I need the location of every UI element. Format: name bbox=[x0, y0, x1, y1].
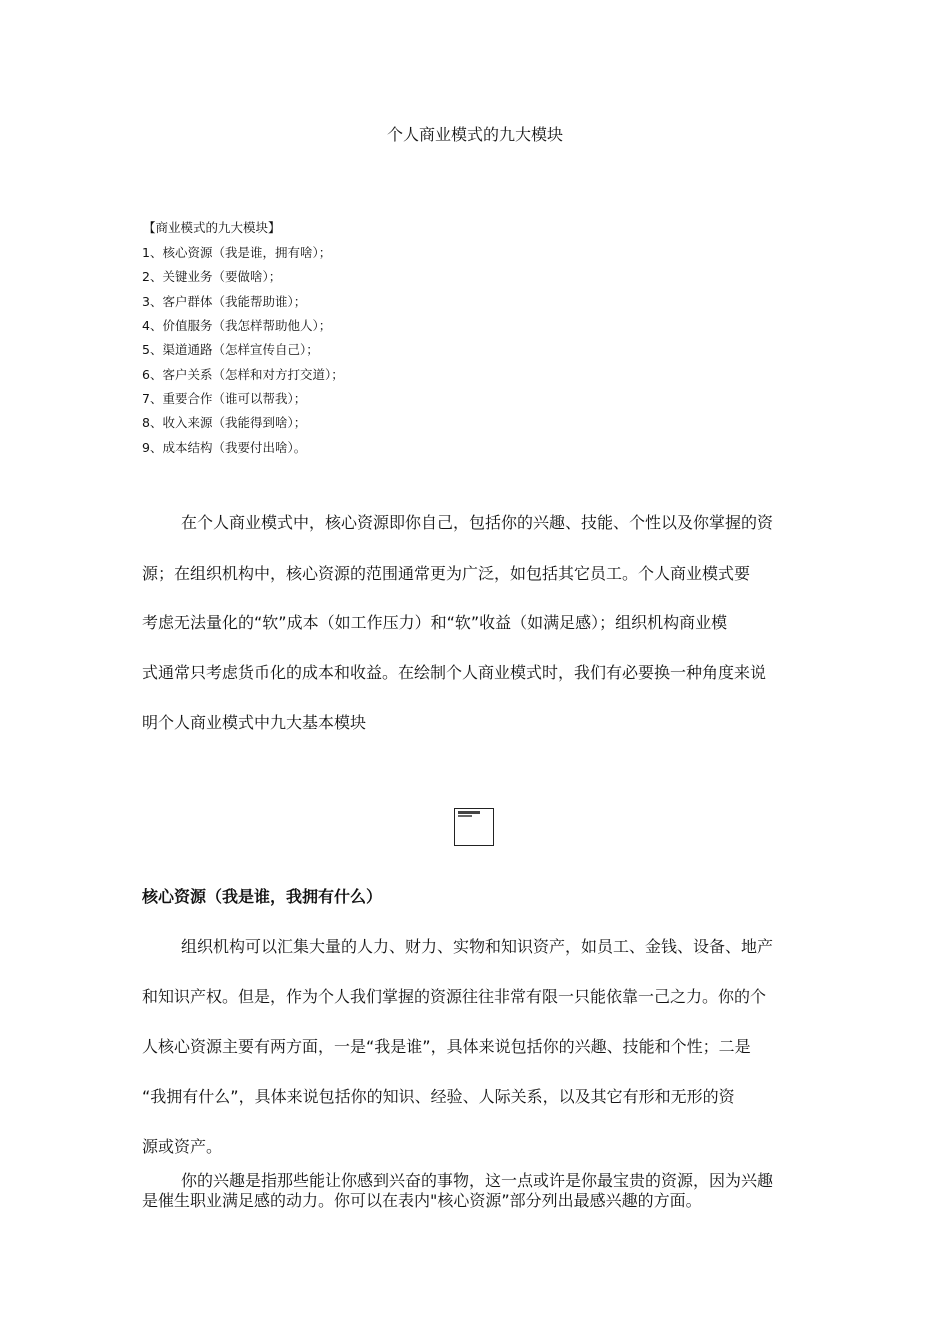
intro-paragraph-line: 在个人商业模式中，核心资源即你自己，包括你的兴趣、技能、个性以及你掌握的资 bbox=[181, 513, 774, 532]
closing-paragraph-line: 你的兴趣是指那些能让你感到兴奋的事物，这一点或许是你最宝贵的资源，因为兴趣 bbox=[181, 1171, 774, 1190]
intro-paragraph-line: 式通常只考虑货币化的成本和收益。在绘制个人商业模式时，我们有必要换一种角度来说 bbox=[142, 663, 767, 682]
embedded-figure-placeholder bbox=[454, 808, 494, 846]
list-item: 5、渠道通路（怎样宣传自己）； bbox=[142, 342, 319, 357]
section-paragraph-line: 人核心资源主要有两方面，一是“我是谁”，具体来说包括你的兴趣、技能和个性；二是 bbox=[142, 1037, 751, 1056]
intro-paragraph-line: 考虑无法量化的“软”成本（如工作压力）和“软”收益（如满足感）；组织机构商业模 bbox=[142, 613, 728, 632]
document-title: 个人商业模式的九大模块 bbox=[386, 125, 563, 144]
section-paragraph-line: 和知识产权。但是，作为个人我们掌握的资源往往非常有限一只能依靠一己之力。你的个 bbox=[142, 987, 767, 1006]
list-heading: 【商业模式的九大模块】 bbox=[143, 220, 281, 235]
section-heading: 核心资源（我是谁，我拥有什么） bbox=[142, 887, 383, 906]
intro-paragraph-line: 明个人商业模式中九大基本模块 bbox=[142, 713, 367, 732]
list-item: 1、核心资源（我是谁，拥有啥）； bbox=[142, 245, 332, 260]
section-paragraph-line: 组织机构可以汇集大量的人力、财力、实物和知识资产，如员工、金钱、设备、地产 bbox=[181, 937, 774, 956]
figure-thumbnail-mark bbox=[458, 811, 480, 814]
list-item: 7、重要合作（谁可以帮我）； bbox=[142, 391, 307, 406]
section-paragraph-line: 源或资产。 bbox=[142, 1137, 223, 1156]
figure-thumbnail-mark bbox=[458, 815, 472, 817]
list-item: 9、成本结构（我要付出啥）。 bbox=[142, 440, 307, 455]
list-item: 2、关键业务（要做啥）； bbox=[142, 269, 282, 284]
list-item: 4、价值服务（我怎样帮助他人）； bbox=[142, 318, 332, 333]
list-item: 6、客户关系（怎样和对方打交道）； bbox=[142, 367, 344, 382]
section-paragraph-line: “我拥有什么”，具体来说包括你的知识、经验、人际关系，以及其它有形和无形的资 bbox=[142, 1087, 735, 1106]
list-item: 3、客户群体（我能帮助谁）； bbox=[142, 294, 307, 309]
list-item: 8、收入来源（我能得到啥）； bbox=[142, 415, 307, 430]
intro-paragraph-line: 源；在组织机构中，核心资源的范围通常更为广泛，如包括其它员工。个人商业模式要 bbox=[142, 564, 751, 583]
closing-paragraph-line: 是催生职业满足感的动力。你可以在表内"核心资源”部分列出最感兴趣的方面。 bbox=[142, 1191, 702, 1210]
